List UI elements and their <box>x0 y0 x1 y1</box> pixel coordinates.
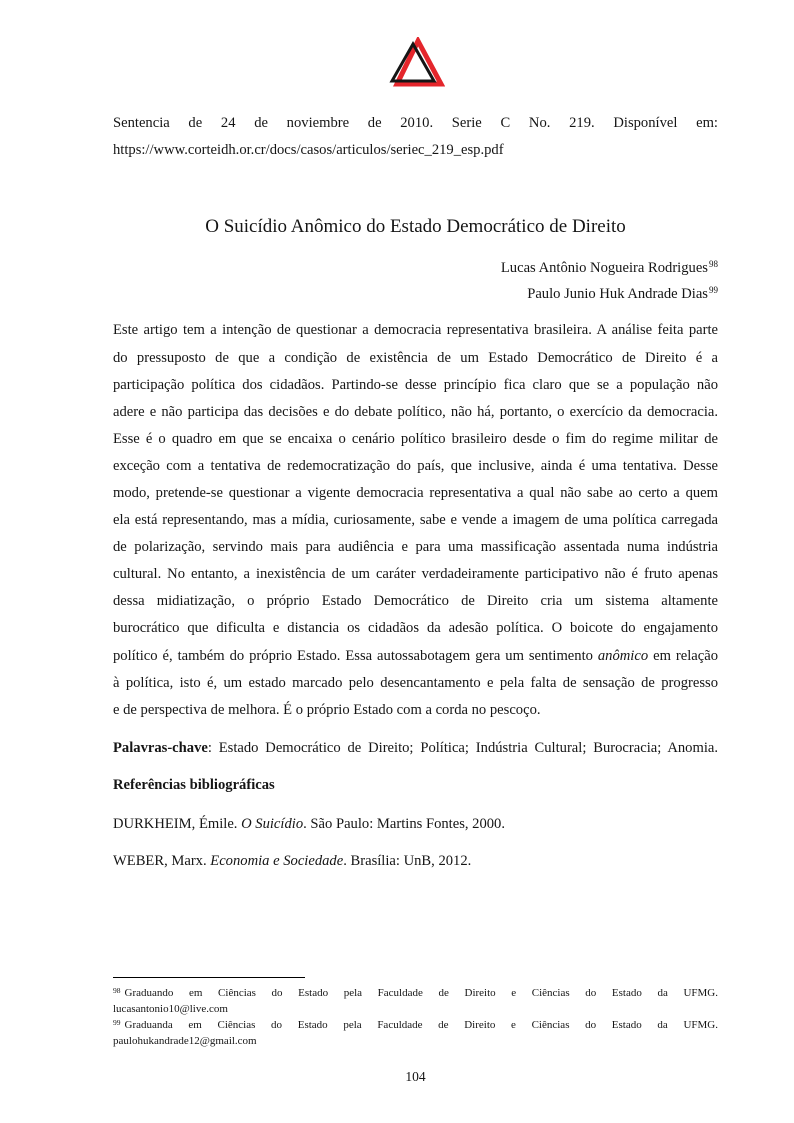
previous-reference-url[interactable]: https://www.corteidh.or.cr/docs/casos/articulos/seriec_219_esp.pdf <box>113 141 504 158</box>
author <box>113 281 718 307</box>
reference-details: . São Paulo: Martins Fontes, 2000. <box>303 816 506 832</box>
footnote <box>113 985 718 1001</box>
abstract-text: em relação <box>648 647 718 664</box>
abstract-line: ela está representando, mas a mídia, curiosamente, sabe e vende a imagem de uma política carregada <box>113 512 718 529</box>
abstract-emphasis: anômico <box>597 647 649 664</box>
author-name: Paulo Junio Huk Andrade Dias <box>527 286 708 302</box>
abstract-line: dessa midiatização, o próprio Estado Democrático de Direito cria um sistema altamente <box>113 593 718 610</box>
abstract-line: Esse é o quadro em que se encaixa o cenário político brasileiro desde o fim do regime militar de <box>113 430 718 447</box>
abstract-line: e de perspectiva de melhora. É o próprio Estado com a corda no pescoço. <box>113 701 541 718</box>
abstract-line: Este artigo tem a intenção de questionar a democracia representativa brasileira. A análise feita parte <box>113 322 718 339</box>
triangle-logo-icon <box>389 37 445 89</box>
keywords-label: Palavras-chave <box>113 740 208 756</box>
footnote-number: 99 <box>113 1017 121 1027</box>
author-list <box>113 255 718 307</box>
reference-details: . Brasília: UnB, 2012. <box>343 853 472 869</box>
reference-title: Economia e Sociedade <box>210 853 344 869</box>
page-number: 104 <box>405 1069 426 1084</box>
footnote-separator <box>113 977 305 978</box>
author-name: Lucas Antônio Nogueira Rodrigues <box>500 260 708 276</box>
keywords <box>113 735 718 761</box>
abstract-line: cultural. No entanto, a inexistência de um caráter verdadeiramente participativo não é fruto apenas <box>113 566 718 583</box>
previous-reference <box>113 110 718 164</box>
abstract-line: do pressuposto de que a condição de existência de um Estado Democrático de Direito é a <box>113 349 718 366</box>
abstract-line: burocrático que dificulta e distancia os cidadãos da adesão política. O boicote do engajamento <box>113 620 718 637</box>
abstract-line: de polarização, servindo mais para audiência e para uma massificação assentada numa indústria <box>113 539 718 556</box>
reference-author: DURKHEIM, Émile. <box>113 816 242 832</box>
reference-item <box>113 848 718 874</box>
reference-item <box>113 811 718 837</box>
abstract-text: político é, também do próprio Estado. Essa autossabotagem gera um sentimento <box>113 647 598 664</box>
footnote-marker[interactable]: 99 <box>709 285 718 296</box>
article-title: O Suicídio Anômico do Estado Democrático de Direito <box>205 216 626 237</box>
footnotes <box>113 985 718 1049</box>
abstract-line <box>113 643 718 670</box>
references-heading: Referências bibliográficas <box>113 777 275 793</box>
author <box>113 255 718 281</box>
reference-author: WEBER, Marx. <box>113 853 211 869</box>
reference-title: O Suicídio <box>241 816 304 832</box>
footnote-number: 98 <box>113 985 121 995</box>
abstract-line: modo, pretende-se questionar a vigente democracia representativa a qual não sabe ao certo a quem <box>113 485 718 501</box>
abstract-line: exceção com a tentativa de redemocratização do país, que inclusive, ainda é uma tentativa. Desse <box>113 457 718 474</box>
previous-reference-line: Sentencia de 24 de noviembre de 2010. Serie C No. 219. Disponível em: <box>113 114 718 131</box>
abstract-line: adere e não participa das decisões e do debate político, não há, portanto, o exercício da democracia. <box>113 403 718 420</box>
footnote-marker[interactable]: 98 <box>709 259 718 270</box>
footnote-email[interactable]: paulohukandrade12@gmail.com <box>113 1035 257 1047</box>
abstract-line: participação política dos cidadãos. Partindo-se desse princípio fica claro que se a população não <box>113 376 718 393</box>
abstract <box>113 317 718 723</box>
keywords-text: : Estado Democrático de Direito; Política; Indústria Cultural; Burocracia; Anomia. <box>207 740 718 756</box>
footnote-text: Graduando em Ciências do Estado pela Faculdade de Direito e Ciências do Estado da UFMG. <box>124 987 718 999</box>
footnote <box>113 1017 718 1033</box>
footnote-email[interactable]: lucasantonio10@live.com <box>113 1003 228 1015</box>
abstract-line: à política, isto é, um estado marcado pelo desencantamento e pela falta de sensação de progresso <box>113 674 718 691</box>
footnote-text: Graduanda em Ciências do Estado pela Faculdade de Direito e Ciências do Estado da UFMG. <box>124 1019 718 1031</box>
